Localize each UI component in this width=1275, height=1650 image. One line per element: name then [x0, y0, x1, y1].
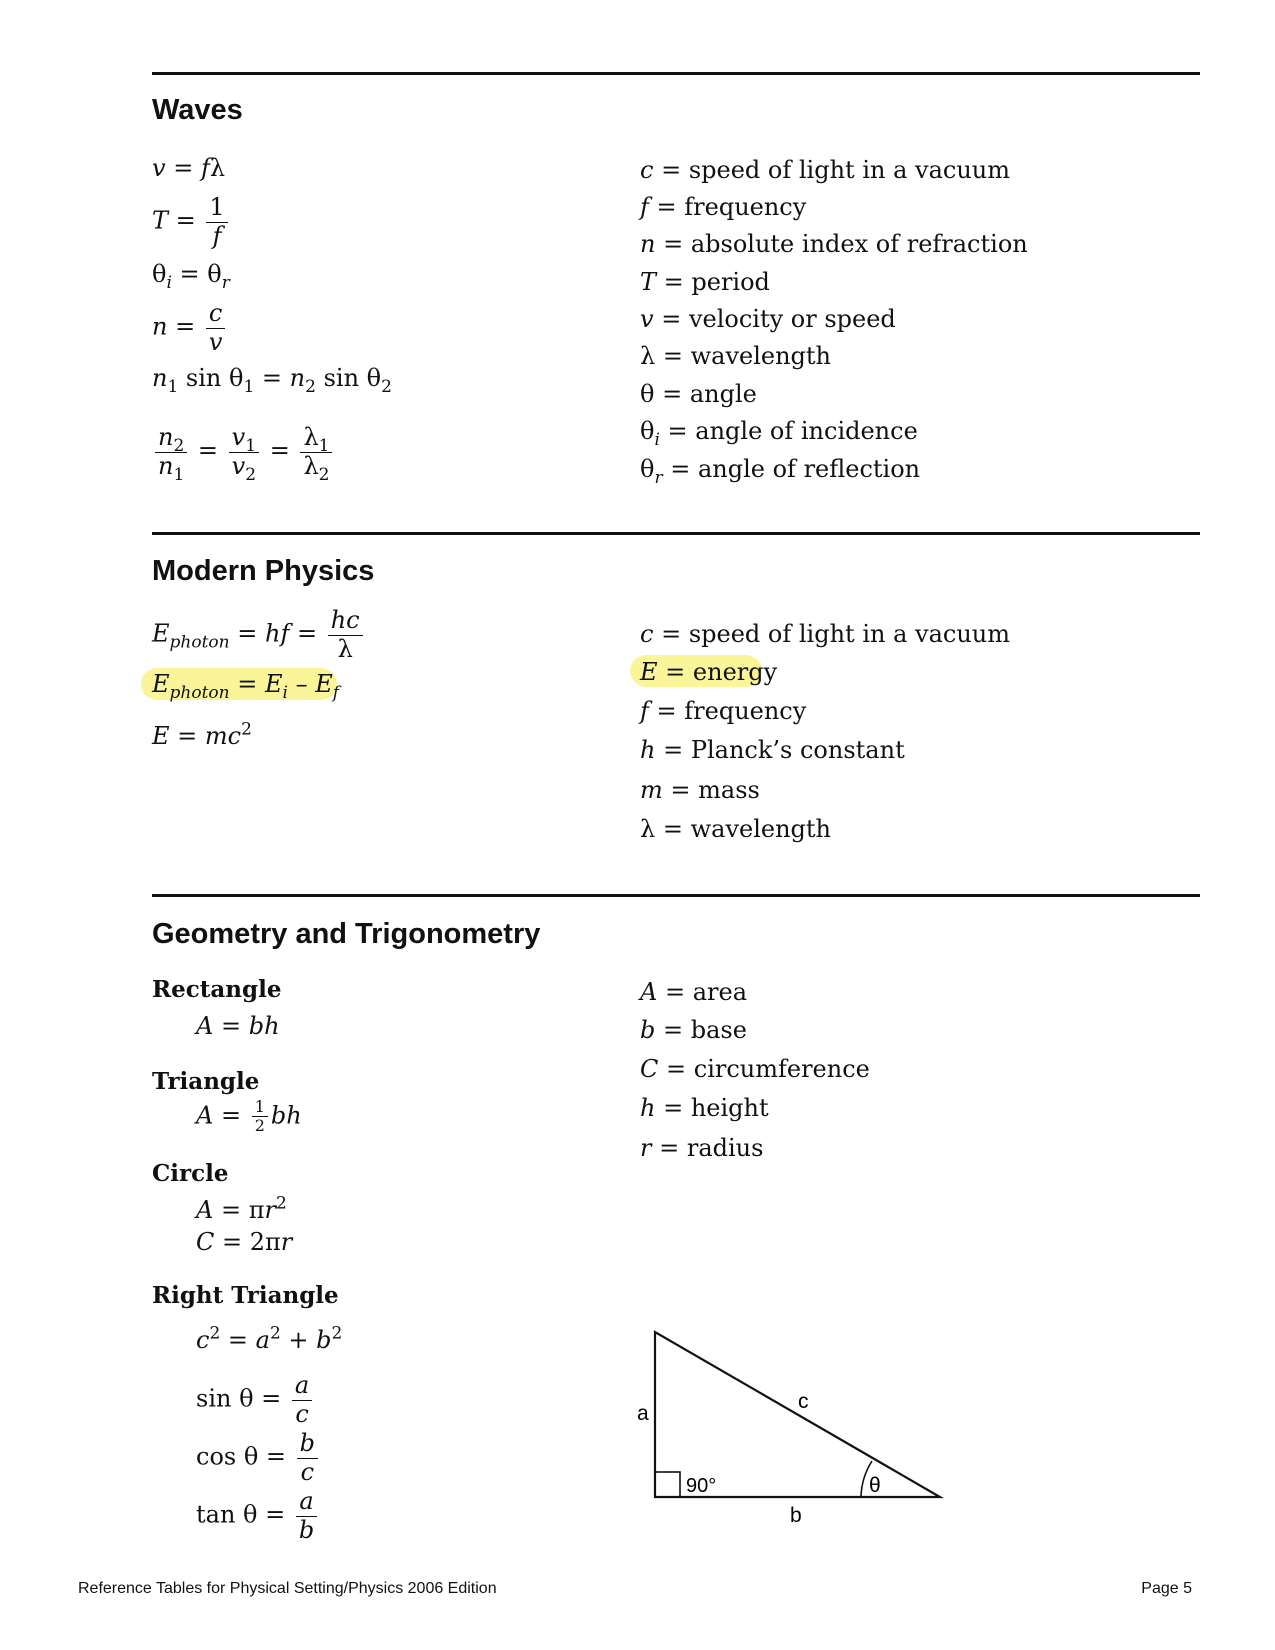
- right-angle-label: 90°: [686, 1475, 717, 1497]
- equation-snells-law: $n_1$ $\sin \theta_1 = n_2$ $\sin \theta_2$: [152, 364, 392, 397]
- shape-title-rectangle: Rectangle: [152, 976, 282, 1003]
- shape-title-circle: Circle: [152, 1160, 229, 1187]
- variable-item: c = speed of light in a vacuum: [640, 620, 1010, 648]
- variable-item: $\theta_r$ = angle of reflection: [640, 455, 921, 488]
- variable-item: A = area: [640, 978, 748, 1006]
- equation-pythagorean: $c^2 = a^2 + b^2$: [196, 1323, 343, 1354]
- variable-item: λ = wavelength: [640, 342, 832, 370]
- right-angle-marker: [655, 1472, 680, 1497]
- variable-item: E = energy: [640, 658, 778, 686]
- right-triangle-diagram: [620, 1320, 950, 1530]
- equation-tangent: tan θ = $\frac{a}{b}$: [196, 1488, 320, 1544]
- side-label-b: b: [790, 1504, 802, 1527]
- equation-rectangle-area: A = bh: [196, 1012, 280, 1040]
- variable-item: C = circumference: [640, 1055, 870, 1083]
- equation-cosine: cos θ = $\frac{b}{c}$: [196, 1430, 321, 1486]
- section-divider: [152, 532, 1200, 535]
- variable-item: f = frequency: [640, 193, 807, 221]
- section-title-waves: Waves: [152, 94, 243, 126]
- section-divider: [152, 72, 1200, 75]
- equation-reflection-law: $\theta_i = \theta_r$: [152, 260, 230, 293]
- page-number: Page 5: [1141, 1580, 1192, 1597]
- section-title-geometry: Geometry and Trigonometry: [152, 918, 541, 950]
- equation-photon-energy: $E_{photon}$ = hf = $\frac{hc}{\lambda}$: [152, 607, 366, 663]
- variable-item: r = radius: [640, 1134, 764, 1162]
- footer-title: Reference Tables for Physical Setting/Physics 2006 Edition: [78, 1580, 497, 1597]
- variable-item: n = absolute index of refraction: [640, 230, 1028, 258]
- equation-photon-energy-levels: $E_{photon} = E_i - E_f$: [152, 670, 340, 703]
- shape-title-triangle: Triangle: [152, 1068, 260, 1095]
- section-divider: [152, 894, 1200, 897]
- side-label-a: a: [637, 1402, 649, 1425]
- variable-item: h = Planck’s constant: [640, 736, 905, 764]
- equation-index-of-refraction: n = $\frac{c}{v}$: [152, 300, 228, 356]
- side-label-c: c: [798, 1390, 809, 1413]
- equation-sine: sin θ = $\frac{a}{c}$: [196, 1372, 315, 1428]
- equation-mass-energy: $E = mc^2$: [152, 719, 252, 750]
- variable-item: v = velocity or speed: [640, 305, 896, 333]
- variable-item: θ = angle: [640, 380, 757, 408]
- equation-circle-circumference: C = 2πr: [196, 1228, 293, 1256]
- angle-label-theta: θ: [869, 1474, 881, 1497]
- variable-item: λ = wavelength: [640, 815, 832, 843]
- variable-item: m = mass: [640, 776, 760, 804]
- section-title-modern-physics: Modern Physics: [152, 555, 375, 587]
- shape-title-right-triangle: Right Triangle: [152, 1282, 339, 1309]
- equation-triangle-area: A = $\frac{1}{2}$ bh: [196, 1097, 302, 1136]
- equation-wave-speed: v = fλ: [152, 154, 226, 182]
- variable-item: h = height: [640, 1094, 769, 1122]
- variable-item: c = speed of light in a vacuum: [640, 156, 1010, 184]
- variable-item: b = base: [640, 1016, 747, 1044]
- variable-item: $\theta_i$ = angle of incidence: [640, 417, 918, 450]
- triangle-outline: [655, 1332, 940, 1497]
- variable-item: f = frequency: [640, 697, 807, 725]
- equation-circle-area: $A = \pi r^2$: [196, 1193, 287, 1224]
- equation-ratio-relation: $\frac{n_2}{n_1}$ = $\frac{v_1}{v_2}$ = $\frac{\lambda_1}{\lambda_2}$: [152, 424, 335, 480]
- variable-item: T = period: [640, 268, 770, 296]
- equation-period: T = $\frac{1}{f}$: [152, 194, 231, 250]
